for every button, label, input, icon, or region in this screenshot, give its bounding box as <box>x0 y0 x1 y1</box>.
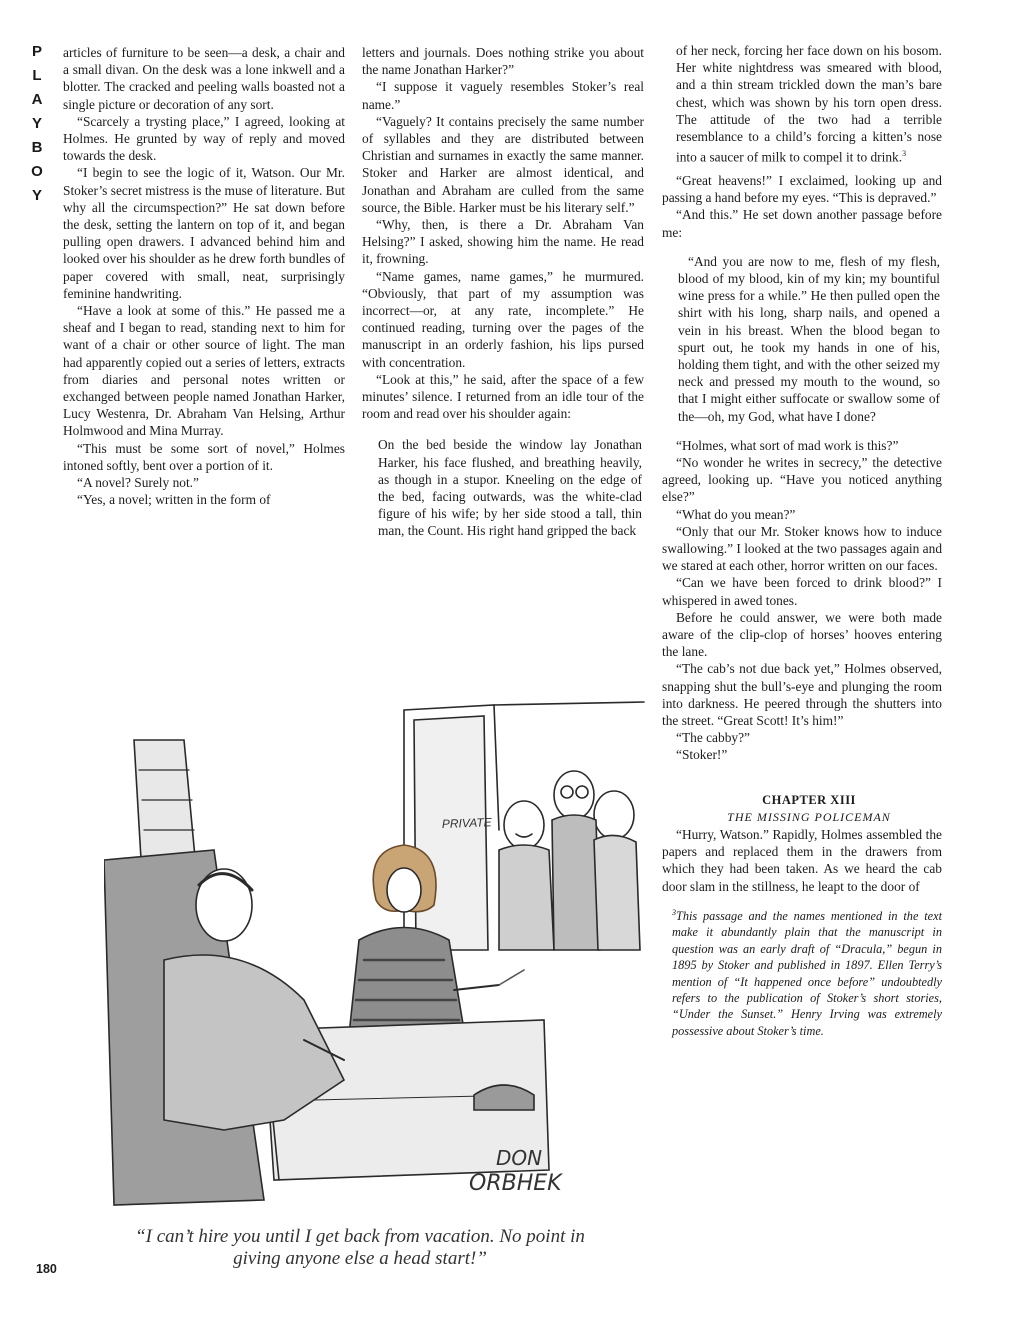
quote-continuation <box>662 42 942 166</box>
body-paragraph: “And this.” He set down another passage before me: <box>662 207 942 240</box>
masthead-letter: B <box>31 139 43 156</box>
door-sign-text: PRIVATE <box>441 815 492 831</box>
masthead-letter: A <box>31 91 43 108</box>
text-column-2 <box>362 44 644 546</box>
body-paragraph: “I begin to see the logic of it, Watson. Our Mr. Stoker’s secret mistress is the muse of literature. But why all the circumspection?” He sat down before the desk, setting the lantern on top of it, and began pulling open drawers. I advanced behind him and looked over his shoulder as he drew forth bundles of paper covered with small, neat, surprisingly feminine handwriting. <box>63 165 346 301</box>
text-column-1 <box>63 44 345 508</box>
body-paragraph: Before he could answer, we were both made aware of the clip-clop of horses’ hooves entering the lane. <box>662 609 942 660</box>
footnote-text: This passage and the names mentioned in the text make it abundantly plain that the manuscript in question was an early draft of “Dracula,” begun in 1895 by Stoker and published in 1897. Ellen Terry’s mention of “It happened once before” undoubtedly refers to the publication of Stoker’s short stories, “Under the Sunset.” Henry Irving was extremely possessive about Stoker’s time. <box>672 908 942 1038</box>
onlookers <box>499 771 640 950</box>
footnote <box>662 905 942 1039</box>
cartoon-illustration <box>104 700 664 1210</box>
body-paragraph: “Name games, name games,” he murmured. “Obviously, that part of my assumption was incorrect—or, at any rate, incomplete.” He continued reading, turning over the pages of the manuscript in an orderly fashion, his lips pursed with concentration. <box>362 268 644 370</box>
masthead-letter: O <box>31 163 43 180</box>
body-paragraph: “Look at this,” he said, after the space of a few minutes’ silence. I returned from an idle tour of the room and read over his shoulder again: <box>362 371 644 422</box>
body-paragraph: “I suppose it vaguely resembles Stoker’s real name.” <box>362 79 644 112</box>
body-paragraph: “Great heavens!” I exclaimed, looking up and passing a hand before my eyes. “This is depraved.” <box>662 172 942 206</box>
body-paragraph: “Holmes, what sort of mad work is this?” <box>676 437 899 453</box>
body-paragraph: “Scarcely a trysting place,” I agreed, looking at Holmes. He grunted by way of reply and moved towards the desk. <box>63 113 345 164</box>
body-paragraph: “A novel? Surely not.” <box>77 475 199 491</box>
body-paragraph: “Have a look at some of this.” He passed me a sheaf and I began to read, standing next to him for want of a chair or other source of light. The man had apparently copied out a series of letters, extracts from diaries and personal notes written or exchanged between people named Jonathan Harker, Lucy Westenra, Dr. Abraham Van Helsing, Arthur Holmwood and Mina Murray. <box>63 303 345 439</box>
quote-text: On the bed beside the window lay Jonathan Harker, his face flushed, and breathing heavily, as though in a stupor. Kneeling on the edge of the bed, facing outwards, was the white-clad figure of his wife; by her side stood a tall, thin man, the Count. His right hand gripped the back <box>378 437 642 539</box>
door-panel <box>414 716 488 950</box>
body-paragraph: “The cab’s not due back yet,” Holmes observed, snapping shut the bull’s-eye and plunging the room into darkness. He peered through the shutters into the street. “Great Scott! It’s him!” <box>662 661 942 728</box>
artist-signature-line2: ORBHEK <box>469 1171 562 1196</box>
block-quote <box>662 253 942 425</box>
masthead-letter: Y <box>31 115 42 132</box>
block-quote <box>362 436 644 539</box>
body-paragraph: “What do you mean?” <box>676 506 796 522</box>
footnote-marker: 3 <box>672 907 676 917</box>
page-number: 180 <box>36 1262 57 1276</box>
body-paragraph: “The cabby?” <box>676 730 750 746</box>
body-paragraph: “No wonder he writes in secrecy,” the detective agreed, looking up. “Have you noticed anything else?” <box>662 454 942 505</box>
chapter-title: THE MISSING POLICEMAN <box>727 809 891 824</box>
quote-text: of her neck, forcing her face down on his bosom. Her white nightdress was smeared with blood, and a thin stream trickled down the man’s bare chest, which was shown by his torn open dress. The attitude of the two had a terrible resemblance to a child’s forcing a kitten’s nose into a saucer of milk to compel it to drink. <box>676 43 942 165</box>
body-paragraph: letters and journals. Does nothing strike you about the name Jonathan Harker?” <box>362 45 644 78</box>
body-paragraph: “Yes, a novel; written in the form of <box>77 492 271 508</box>
chapter-number: CHAPTER XIII <box>762 792 856 807</box>
body-paragraph: “Vaguely? It contains precisely the same number of syllables and they are distributed between Christian and surnames in exactly the same manner. Stoker and Harker are almost identical, and Jonathan and Abraham are culled from the same source, the Bible. Harker must be his literary self.” <box>362 113 644 215</box>
body-paragraph: “Only that our Mr. Stoker knows how to induce swallowing.” I looked at the two passages again and we stared at each other, horror written on our faces. <box>662 523 943 574</box>
masthead-letter: P <box>31 43 42 60</box>
magazine-masthead <box>22 40 52 208</box>
masthead-letter: L <box>32 67 42 84</box>
wall-edge <box>494 702 644 705</box>
chapter-heading <box>662 792 942 826</box>
masthead-letter: Y <box>31 187 42 204</box>
body-paragraph: “This must be some sort of novel,” Holmes intoned softly, bent over a portion of it. <box>63 440 345 473</box>
footnote-reference: 3 <box>902 149 907 159</box>
cartoon-caption: “I can’t hire you until I get back from vacation. No point in giving anyone else a head start!” <box>135 1226 585 1269</box>
text-column-3 <box>662 42 942 1039</box>
quote-text: “And you are now to me, flesh of my flesh, blood of my blood, kin of my kin; my bountiful wine press for a while.” He then pulled open the shirt with his long, sharp nails, and opened a vein in his breast. When the blood began to spurt out, he took my hands in one of his, holding them tight, and with the other seized my neck and pressed my mouth to the wound, so that I might either suffocate or swallow some of the—oh, my God, what have I done? <box>678 253 940 424</box>
body-paragraph: “Stoker!” <box>676 747 728 763</box>
artist-signature-line1: DON <box>496 1146 543 1170</box>
body-paragraph: articles of furniture to be seen—a desk, a chair and a small divan. On the desk was a lone inkwell and a blotter. The cracked and peeling walls boasted not a single picture or decoration of any sort. <box>63 45 345 112</box>
body-paragraph: “Can we have been forced to drink blood?” I whispered in awed tones. <box>662 575 942 608</box>
chapter-opening-paragraph: “Hurry, Watson.” Rapidly, Holmes assembled the papers and replaced them in the drawers from which they had been taken. As we heard the cab door slam in the stillness, he leapt to the door of <box>662 827 942 894</box>
body-paragraph: “Why, then, is there a Dr. Abraham Van Helsing?” I asked, showing him the name. He read it, frowning. <box>362 217 644 267</box>
